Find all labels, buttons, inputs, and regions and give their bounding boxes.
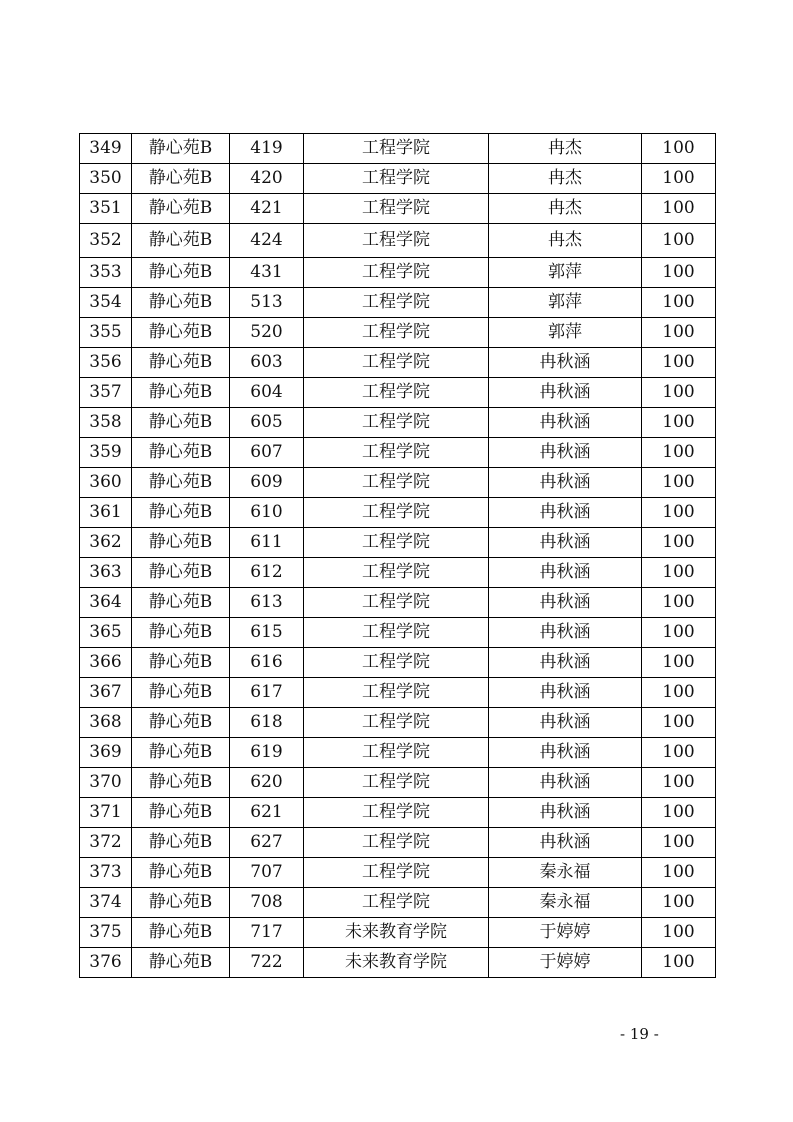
score-cell: 100	[642, 318, 716, 348]
college-cell: 工程学院	[304, 828, 489, 858]
table-row	[80, 224, 716, 258]
row-number-cell: 359	[80, 438, 132, 468]
score-cell: 100	[642, 828, 716, 858]
table-row	[80, 888, 716, 918]
table-row	[80, 708, 716, 738]
building-cell: 静心苑B	[132, 858, 230, 888]
building-cell: 静心苑B	[132, 378, 230, 408]
building-cell: 静心苑B	[132, 558, 230, 588]
score-cell: 100	[642, 798, 716, 828]
responsible-person-cell: 冉秋涵	[489, 498, 642, 528]
room-number-cell: 520	[230, 318, 304, 348]
building-cell: 静心苑B	[132, 194, 230, 224]
table-row	[80, 798, 716, 828]
responsible-person-cell: 冉秋涵	[489, 828, 642, 858]
row-number-cell: 369	[80, 738, 132, 768]
responsible-person-cell: 冉秋涵	[489, 528, 642, 558]
building-cell: 静心苑B	[132, 738, 230, 768]
score-cell: 100	[642, 224, 716, 258]
table-row	[80, 858, 716, 888]
responsible-person-cell: 冉杰	[489, 194, 642, 224]
college-cell: 工程学院	[304, 408, 489, 438]
table-row	[80, 134, 716, 164]
college-cell: 工程学院	[304, 648, 489, 678]
responsible-person-cell: 郭萍	[489, 288, 642, 318]
row-number-cell: 358	[80, 408, 132, 438]
college-cell: 工程学院	[304, 678, 489, 708]
room-number-cell: 627	[230, 828, 304, 858]
score-cell: 100	[642, 918, 716, 948]
responsible-person-cell: 郭萍	[489, 258, 642, 288]
row-number-cell: 364	[80, 588, 132, 618]
responsible-person-cell: 于婷婷	[489, 948, 642, 978]
room-number-cell: 619	[230, 738, 304, 768]
responsible-person-cell: 秦永福	[489, 858, 642, 888]
building-cell: 静心苑B	[132, 888, 230, 918]
college-cell: 工程学院	[304, 768, 489, 798]
page-number: - 19 -	[620, 1025, 659, 1043]
room-number-cell: 617	[230, 678, 304, 708]
row-number-cell: 375	[80, 918, 132, 948]
table-row	[80, 258, 716, 288]
row-number-cell: 357	[80, 378, 132, 408]
college-cell: 工程学院	[304, 558, 489, 588]
responsible-person-cell: 冉秋涵	[489, 798, 642, 828]
college-cell: 工程学院	[304, 378, 489, 408]
responsible-person-cell: 冉秋涵	[489, 738, 642, 768]
college-cell: 工程学院	[304, 164, 489, 194]
building-cell: 静心苑B	[132, 288, 230, 318]
table-row	[80, 678, 716, 708]
responsible-person-cell: 冉秋涵	[489, 468, 642, 498]
table-row	[80, 528, 716, 558]
room-number-cell: 611	[230, 528, 304, 558]
responsible-person-cell: 冉秋涵	[489, 348, 642, 378]
row-number-cell: 366	[80, 648, 132, 678]
responsible-person-cell: 冉秋涵	[489, 768, 642, 798]
building-cell: 静心苑B	[132, 708, 230, 738]
responsible-person-cell: 冉秋涵	[489, 438, 642, 468]
row-number-cell: 368	[80, 708, 132, 738]
row-number-cell: 350	[80, 164, 132, 194]
room-number-cell: 717	[230, 918, 304, 948]
table-row	[80, 498, 716, 528]
building-cell: 静心苑B	[132, 588, 230, 618]
room-number-cell: 607	[230, 438, 304, 468]
responsible-person-cell: 冉杰	[489, 134, 642, 164]
row-number-cell: 374	[80, 888, 132, 918]
building-cell: 静心苑B	[132, 408, 230, 438]
building-cell: 静心苑B	[132, 798, 230, 828]
building-cell: 静心苑B	[132, 768, 230, 798]
score-cell: 100	[642, 288, 716, 318]
table-row	[80, 164, 716, 194]
score-cell: 100	[642, 858, 716, 888]
responsible-person-cell: 冉秋涵	[489, 618, 642, 648]
building-cell: 静心苑B	[132, 318, 230, 348]
score-cell: 100	[642, 498, 716, 528]
score-cell: 100	[642, 134, 716, 164]
building-cell: 静心苑B	[132, 828, 230, 858]
table-row	[80, 468, 716, 498]
score-cell: 100	[642, 678, 716, 708]
college-cell: 工程学院	[304, 708, 489, 738]
college-cell: 工程学院	[304, 288, 489, 318]
score-cell: 100	[642, 888, 716, 918]
room-number-cell: 609	[230, 468, 304, 498]
college-cell: 工程学院	[304, 194, 489, 224]
score-cell: 100	[642, 528, 716, 558]
building-cell: 静心苑B	[132, 438, 230, 468]
score-cell: 100	[642, 378, 716, 408]
row-number-cell: 354	[80, 288, 132, 318]
college-cell: 工程学院	[304, 498, 489, 528]
building-cell: 静心苑B	[132, 498, 230, 528]
row-number-cell: 355	[80, 318, 132, 348]
college-cell: 工程学院	[304, 468, 489, 498]
room-number-cell: 613	[230, 588, 304, 618]
college-cell: 工程学院	[304, 258, 489, 288]
score-cell: 100	[642, 738, 716, 768]
responsible-person-cell: 郭萍	[489, 318, 642, 348]
score-cell: 100	[642, 348, 716, 378]
row-number-cell: 373	[80, 858, 132, 888]
responsible-person-cell: 冉秋涵	[489, 678, 642, 708]
score-cell: 100	[642, 588, 716, 618]
college-cell: 工程学院	[304, 798, 489, 828]
row-number-cell: 352	[80, 224, 132, 258]
responsible-person-cell: 秦永福	[489, 888, 642, 918]
table-row	[80, 558, 716, 588]
row-number-cell: 376	[80, 948, 132, 978]
building-cell: 静心苑B	[132, 648, 230, 678]
room-number-cell: 618	[230, 708, 304, 738]
college-cell: 工程学院	[304, 224, 489, 258]
score-cell: 100	[642, 194, 716, 224]
row-number-cell: 353	[80, 258, 132, 288]
college-cell: 工程学院	[304, 528, 489, 558]
row-number-cell: 371	[80, 798, 132, 828]
row-number-cell: 356	[80, 348, 132, 378]
room-number-cell: 615	[230, 618, 304, 648]
room-number-cell: 605	[230, 408, 304, 438]
row-number-cell: 372	[80, 828, 132, 858]
room-number-cell: 707	[230, 858, 304, 888]
score-cell: 100	[642, 164, 716, 194]
college-cell: 工程学院	[304, 888, 489, 918]
row-number-cell: 365	[80, 618, 132, 648]
building-cell: 静心苑B	[132, 468, 230, 498]
score-cell: 100	[642, 768, 716, 798]
building-cell: 静心苑B	[132, 134, 230, 164]
table-row	[80, 408, 716, 438]
row-number-cell: 362	[80, 528, 132, 558]
room-number-cell: 612	[230, 558, 304, 588]
college-cell: 工程学院	[304, 738, 489, 768]
table-row	[80, 768, 716, 798]
room-number-cell: 603	[230, 348, 304, 378]
row-number-cell: 351	[80, 194, 132, 224]
score-cell: 100	[642, 648, 716, 678]
college-cell: 未来教育学院	[304, 918, 489, 948]
table-row	[80, 194, 716, 224]
building-cell: 静心苑B	[132, 224, 230, 258]
row-number-cell: 361	[80, 498, 132, 528]
table-row	[80, 348, 716, 378]
table-body	[80, 134, 716, 978]
row-number-cell: 363	[80, 558, 132, 588]
room-number-cell: 431	[230, 258, 304, 288]
row-number-cell: 349	[80, 134, 132, 164]
room-number-cell: 604	[230, 378, 304, 408]
building-cell: 静心苑B	[132, 678, 230, 708]
room-number-cell: 616	[230, 648, 304, 678]
room-number-cell: 421	[230, 194, 304, 224]
room-number-cell: 424	[230, 224, 304, 258]
college-cell: 工程学院	[304, 134, 489, 164]
room-number-cell: 420	[230, 164, 304, 194]
responsible-person-cell: 冉秋涵	[489, 558, 642, 588]
responsible-person-cell: 冉杰	[489, 224, 642, 258]
score-cell: 100	[642, 438, 716, 468]
college-cell: 工程学院	[304, 348, 489, 378]
table-row	[80, 588, 716, 618]
responsible-person-cell: 冉秋涵	[489, 378, 642, 408]
room-number-cell: 722	[230, 948, 304, 978]
responsible-person-cell: 冉秋涵	[489, 408, 642, 438]
building-cell: 静心苑B	[132, 528, 230, 558]
building-cell: 静心苑B	[132, 164, 230, 194]
building-cell: 静心苑B	[132, 258, 230, 288]
table-row	[80, 948, 716, 978]
college-cell: 工程学院	[304, 858, 489, 888]
building-cell: 静心苑B	[132, 948, 230, 978]
responsible-person-cell: 冉秋涵	[489, 648, 642, 678]
table-row	[80, 648, 716, 678]
score-cell: 100	[642, 618, 716, 648]
room-number-cell: 620	[230, 768, 304, 798]
responsible-person-cell: 冉秋涵	[489, 708, 642, 738]
college-cell: 工程学院	[304, 438, 489, 468]
building-cell: 静心苑B	[132, 348, 230, 378]
table-row	[80, 378, 716, 408]
score-cell: 100	[642, 948, 716, 978]
room-number-cell: 610	[230, 498, 304, 528]
college-cell: 未来教育学院	[304, 948, 489, 978]
table-row	[80, 288, 716, 318]
responsible-person-cell: 于婷婷	[489, 918, 642, 948]
score-cell: 100	[642, 468, 716, 498]
room-number-cell: 513	[230, 288, 304, 318]
table-row	[80, 318, 716, 348]
table-row	[80, 738, 716, 768]
table-row	[80, 438, 716, 468]
row-number-cell: 367	[80, 678, 132, 708]
table-row	[80, 918, 716, 948]
score-cell: 100	[642, 558, 716, 588]
dormitory-score-table	[79, 133, 716, 978]
row-number-cell: 370	[80, 768, 132, 798]
responsible-person-cell: 冉杰	[489, 164, 642, 194]
table-row	[80, 618, 716, 648]
score-cell: 100	[642, 408, 716, 438]
score-cell: 100	[642, 258, 716, 288]
room-number-cell: 708	[230, 888, 304, 918]
building-cell: 静心苑B	[132, 918, 230, 948]
college-cell: 工程学院	[304, 588, 489, 618]
table-row	[80, 828, 716, 858]
college-cell: 工程学院	[304, 618, 489, 648]
college-cell: 工程学院	[304, 318, 489, 348]
responsible-person-cell: 冉秋涵	[489, 588, 642, 618]
room-number-cell: 419	[230, 134, 304, 164]
room-number-cell: 621	[230, 798, 304, 828]
building-cell: 静心苑B	[132, 618, 230, 648]
score-cell: 100	[642, 708, 716, 738]
row-number-cell: 360	[80, 468, 132, 498]
